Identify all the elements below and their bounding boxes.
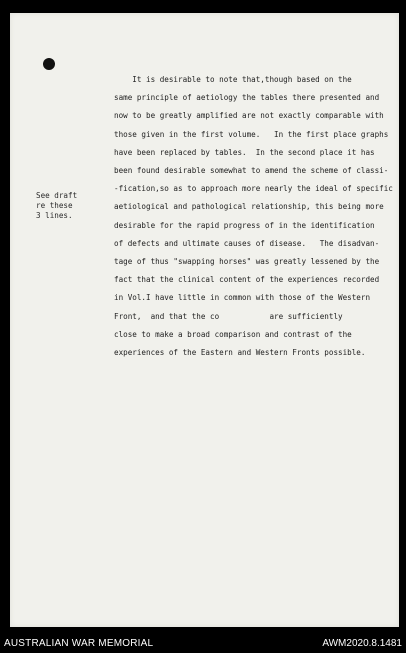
text-line: desirable for the rapid progress of in the identification bbox=[114, 220, 375, 230]
text-line: aetiological and pathological relationship, this being more bbox=[114, 202, 384, 212]
margin-note-line: re these bbox=[36, 201, 73, 210]
text-line: of defects and ultimate causes of disease. The disadvan- bbox=[114, 238, 380, 248]
margin-note-line: See draft bbox=[36, 191, 78, 200]
text-line: close to make a broad comparison and contrast of the bbox=[114, 329, 352, 339]
text-line: fact that the clinical content of the experiences recorded bbox=[114, 275, 380, 285]
punch-hole bbox=[43, 58, 55, 70]
text-line: It is desirable to note that,though based on the bbox=[114, 75, 352, 84]
accession-number: AWM2020.8.1481 bbox=[322, 638, 402, 649]
margin-note bbox=[36, 191, 96, 221]
text-line: been found desirable somewhat to amend the scheme of classi- bbox=[114, 166, 389, 176]
text-line: have been replaced by tables. In the second place it has bbox=[114, 147, 375, 157]
text-line: same principle of aetiology the tables there presented and bbox=[114, 93, 380, 103]
text-line: now to be greatly amplified are not exactly comparable with bbox=[114, 111, 384, 121]
footer-bar bbox=[0, 636, 406, 653]
typed-paragraph bbox=[114, 71, 406, 362]
document-page bbox=[10, 13, 399, 627]
text-line: tage of thus "swapping horses" was greatly lessened by the bbox=[114, 257, 380, 267]
text-line: in Vol.I have little in common with those of the Western bbox=[114, 293, 371, 303]
text-line: Front, and that the co are sufficiently bbox=[114, 311, 343, 321]
text-line: -fication,so as to approach more nearly the ideal of specific bbox=[114, 184, 393, 194]
text-line: experiences of the Eastern and Western Fronts possible. bbox=[114, 348, 366, 358]
margin-note-line: 3 lines. bbox=[36, 211, 73, 220]
text-line: those given in the first volume. In the first place graphs bbox=[114, 129, 389, 139]
institution-label: AUSTRALIAN WAR MEMORIAL bbox=[4, 638, 154, 649]
